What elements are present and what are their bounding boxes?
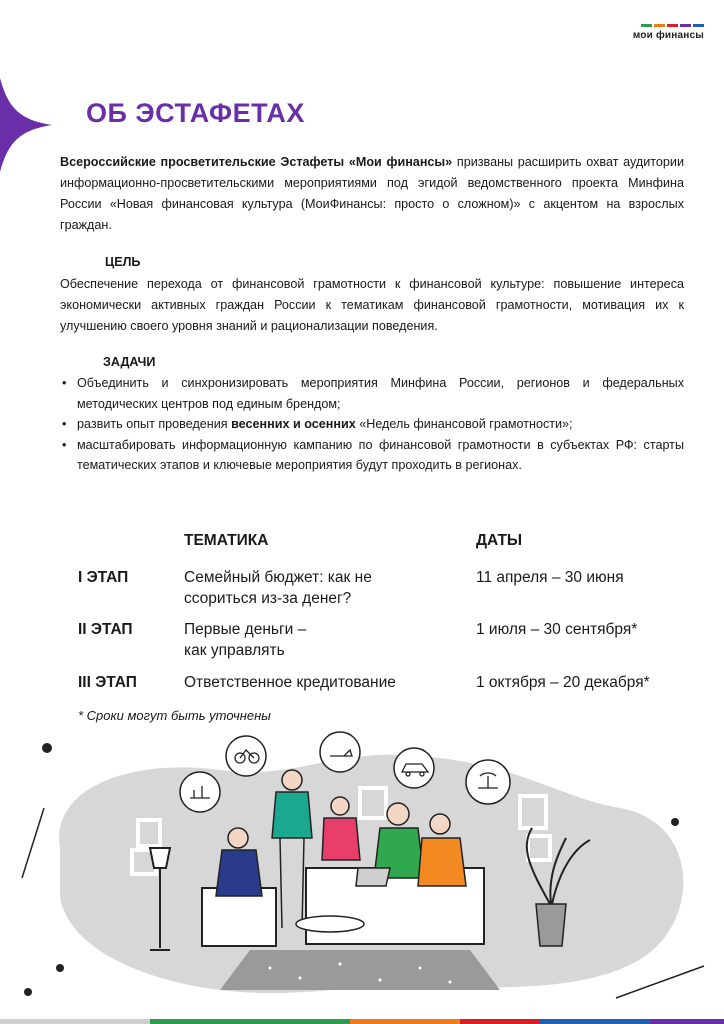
stage-label: I ЭТАП: [78, 569, 129, 586]
leaf-sprig-left: [22, 808, 44, 878]
stage-label: III ЭТАП: [78, 674, 137, 691]
potted-plant: [536, 904, 566, 946]
tasks-list: [60, 373, 684, 476]
corner-star-decoration: [0, 78, 52, 172]
logo-stripe: [641, 24, 652, 27]
goal-text: Обеспечение перехода от финансовой грамотности к финансовой культуре: повышение интереса экономически активных граждан России к тематикам финансовой грамотности, мотивация их к улучшению своего уровня знаний и рационализации поведения.: [60, 277, 684, 333]
stages-header-theme: ТЕМАТИКА: [184, 532, 269, 549]
task-text: развить опыт проведения: [77, 417, 232, 431]
stage-dates: 1 июля – 30 сентября*: [476, 621, 638, 638]
decor-dot: [671, 818, 679, 826]
thought-bubble-car-icon: [394, 748, 434, 788]
logo-stripes: [633, 24, 704, 27]
logo-stripe: [693, 24, 704, 27]
person-head: [387, 803, 409, 825]
tasks-title: ЗАДАЧИ: [103, 355, 156, 369]
people-on-sofa-illustration: [0, 728, 724, 1010]
stage-label: II ЭТАП: [78, 621, 133, 638]
stage-theme: [184, 567, 454, 609]
bar-segment: [540, 1019, 650, 1024]
intro-text: призваны расширить охват аудитории информационно-просветительскими мероприятиями под эгидой ведомственного проекта Минфина России «Новая финансовая культура (МоиФинансы: просто о сложном)» с акцентом на взрослых граждан.: [60, 155, 684, 232]
logo-stripe: [654, 24, 665, 27]
stage-dates: 11 апреля – 30 июня: [476, 569, 624, 586]
logo-text: мои финансы: [632, 30, 704, 41]
laptop: [356, 868, 390, 886]
stage-theme: [184, 672, 454, 693]
task-text: масштабировать информационную кампанию по финансовой грамотности в субъектах РФ: старты тематических этапов и ключевые мероприятия будут проходить в регионах.: [77, 437, 684, 472]
bar-segment: [650, 1019, 724, 1024]
logo-stripe: [667, 24, 678, 27]
coffee-table: [296, 916, 364, 932]
stage-theme-line: ссориться из-за денег?: [184, 590, 352, 607]
person-head: [228, 828, 248, 848]
stage-theme-line: Семейный бюджет: как не: [184, 569, 372, 586]
task-item: [60, 435, 684, 476]
goal-title: ЦЕЛЬ: [105, 255, 141, 269]
stages-header-dates: ДАТЫ: [476, 532, 523, 549]
person-head: [282, 770, 302, 790]
leaf-sprig-right: [616, 966, 704, 998]
stage-theme-line: Первые деньги –: [184, 621, 307, 638]
bottom-color-bar: [0, 1019, 724, 1024]
person-navy-shirt: [216, 850, 262, 896]
task-text: Объединить и синхронизировать мероприятия Минфина России, регионов и федеральных методических центров под единым брендом;: [77, 376, 684, 411]
page-title: ОБ ЭСТАФЕТАХ: [86, 98, 305, 128]
decor-dot: [42, 743, 52, 753]
thought-bubble-shoes-icon: [320, 732, 360, 772]
rug: [220, 950, 500, 990]
footnote: * Сроки могут быть уточнены: [78, 708, 271, 723]
person-pink-shirt: [322, 818, 360, 860]
bar-segment: [150, 1019, 350, 1024]
intro-bold: Всероссийские просветительские Эстафеты «Мои финансы»: [60, 155, 453, 169]
decor-dot: [24, 988, 32, 996]
person-teal-shirt: [272, 792, 312, 838]
task-bold: весенних и осенних: [231, 417, 356, 431]
task-text: «Недель финансовой грамотности»;: [355, 417, 573, 431]
intro-paragraph: [60, 152, 684, 236]
task-item: [60, 414, 684, 435]
stage-dates: 1 октября – 20 декабря*: [476, 674, 650, 691]
stage-theme-line: Ответственное кредитование: [184, 674, 396, 691]
person-head: [430, 814, 450, 834]
task-item: [60, 373, 684, 414]
thought-bubble-bicycle-icon: [226, 736, 266, 776]
thought-bubble-family-icon: [180, 772, 220, 812]
stage-theme-line: как управлять: [184, 642, 285, 659]
decor-dot: [56, 964, 64, 972]
stage-theme: [184, 619, 454, 661]
person-head: [331, 797, 349, 815]
bar-segment: [460, 1019, 540, 1024]
logo-stripe: [680, 24, 691, 27]
bar-segment: [350, 1019, 460, 1024]
person-orange-shirt: [418, 838, 466, 886]
brand-logo: [633, 24, 704, 41]
bar-segment: [0, 1019, 150, 1024]
